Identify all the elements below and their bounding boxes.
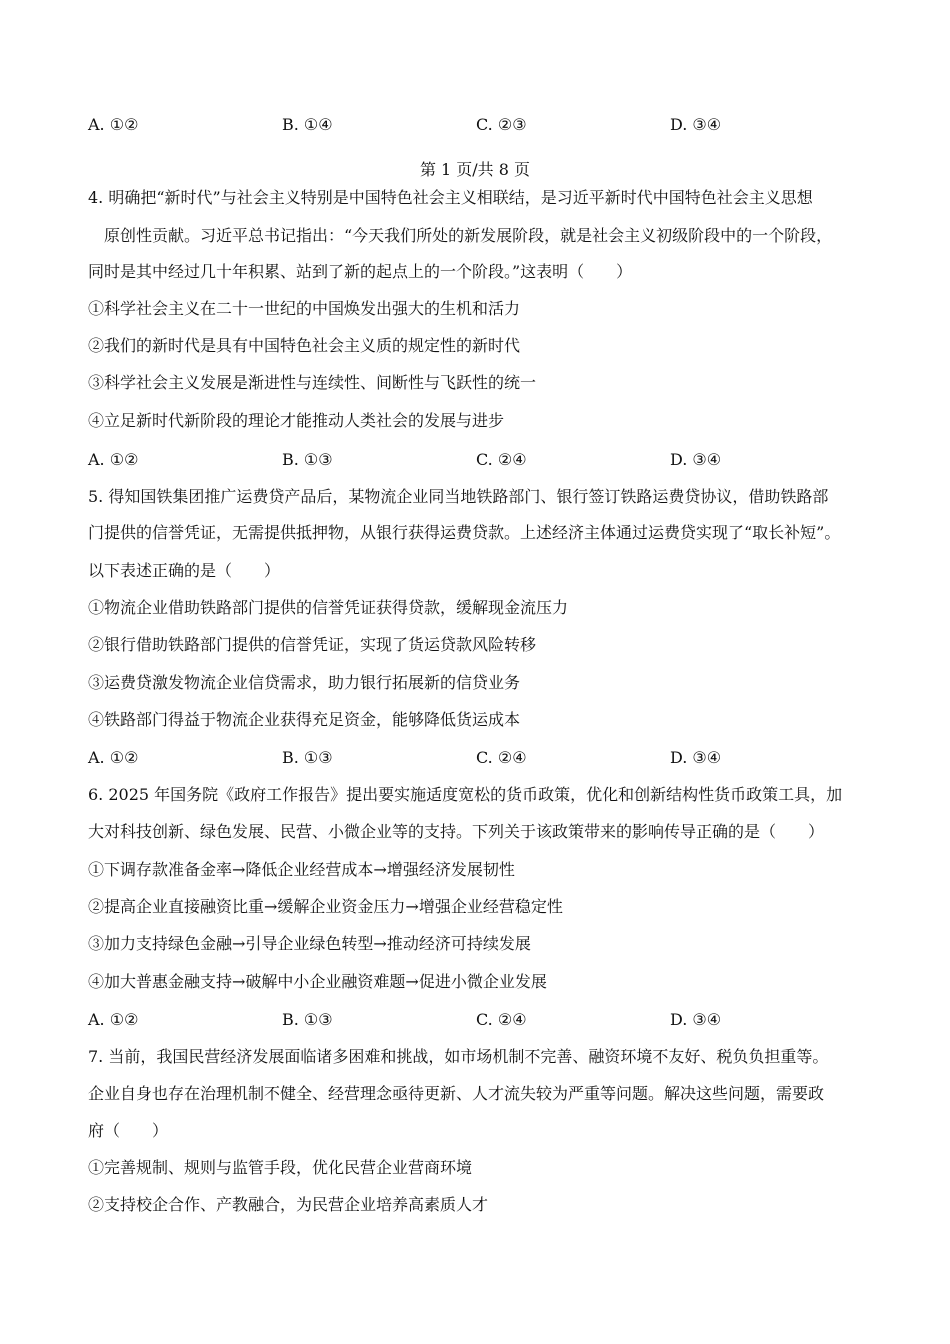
option-c: C. ②④ <box>476 450 527 469</box>
option-a: A. ①② <box>88 115 139 134</box>
q6-stem-line-1: 6. 2025 年国务院《政府工作报告》提出要实施适度宽松的货币政策，优化和创新结构性货币政策工具，加 <box>88 785 843 804</box>
option-c: C. ②④ <box>476 748 527 767</box>
q5-statement-2: ②银行借助铁路部门提供的信誉凭证，实现了货运贷款风险转移 <box>88 635 537 654</box>
q4-options <box>88 450 868 470</box>
q6-statement-2: ②提高企业直接融资比重→缓解企业资金压力→增强企业经营稳定性 <box>88 897 563 916</box>
option-a: A. ①② <box>88 450 139 469</box>
q5-statement-1: ①物流企业借助铁路部门提供的信誉凭证获得贷款，缓解现金流压力 <box>88 598 569 617</box>
q6-statement-1: ①下调存款准备金率→降低企业经营成本→增强经济发展韧性 <box>88 860 515 879</box>
q5-stem-line-1: 5. 得知国铁集团推广运费贷产品后，某物流企业同当地铁路部门、银行签订铁路运费贷协议，借助铁路部 <box>88 487 829 506</box>
option-b: B. ①④ <box>282 115 333 134</box>
q4-statement-4: ④立足新时代新阶段的理论才能推动人类社会的发展与进步 <box>88 411 505 430</box>
option-c: C. ②④ <box>476 1010 527 1029</box>
q4-statement-2: ②我们的新时代是具有中国特色社会主义质的规定性的新时代 <box>88 336 521 355</box>
q4-stem-line-3: 同时是其中经过几十年积累、站到了新的起点上的一个阶段。”这表明（ ） <box>88 262 633 281</box>
option-b: B. ①③ <box>282 1010 333 1029</box>
prev-question-options <box>88 115 868 135</box>
option-d: D. ③④ <box>670 1010 722 1029</box>
q5-statement-4: ④铁路部门得益于物流企业获得充足资金，能够降低货运成本 <box>88 710 521 729</box>
option-a: A. ①② <box>88 748 139 767</box>
q7-stem-line-3: 府（ ） <box>88 1121 169 1140</box>
q5-stem-line-2: 门提供的信誉凭证，无需提供抵押物，从银行获得运费贷款。上述经济主体通过运费贷实现了“取长补短”。 <box>88 523 841 542</box>
q6-statement-4: ④加大普惠金融支持→破解中小企业融资难题→促进小微企业发展 <box>88 972 547 991</box>
q7-statement-1: ①完善规制、规则与监管手段，优化民营企业营商环境 <box>88 1158 473 1177</box>
option-d: D. ③④ <box>670 450 722 469</box>
q5-stem-line-3: 以下表述正确的是（ ） <box>88 561 281 580</box>
q4-statement-3: ③科学社会主义发展是渐进性与连续性、间断性与飞跃性的统一 <box>88 373 537 392</box>
q7-stem-line-1: 7. 当前，我国民营经济发展面临诸多困难和挑战，如市场机制不完善、融资环境不友好、税负负担重等。 <box>88 1047 829 1066</box>
q6-options <box>88 1010 868 1030</box>
q6-stem-line-2: 大对科技创新、绿色发展、民营、小微企业等的支持。下列关于该政策带来的影响传导正确的是（ ） <box>88 822 825 841</box>
q6-statement-3: ③加力支持绿色金融→引导企业绿色转型→推动经济可持续发展 <box>88 934 531 953</box>
option-a: A. ①② <box>88 1010 139 1029</box>
page-footer: 第 1 页/共 8 页 <box>419 160 531 179</box>
option-c: C. ②③ <box>476 115 527 134</box>
option-b: B. ①③ <box>282 450 333 469</box>
option-d: D. ③④ <box>670 748 722 767</box>
option-b: B. ①③ <box>282 748 333 767</box>
q5-options <box>88 748 868 768</box>
q5-statement-3: ③运费贷激发物流企业信贷需求，助力银行拓展新的信贷业务 <box>88 673 521 692</box>
q7-stem-line-2: 企业自身也存在治理机制不健全、经营理念亟待更新、人才流失较为严重等问题。解决这些问题，需要政 <box>88 1084 825 1103</box>
q4-statement-1: ①科学社会主义在二十一世纪的中国焕发出强大的生机和活力 <box>88 299 521 318</box>
option-d: D. ③④ <box>670 115 722 134</box>
q4-stem-line-1: 4. 明确把“新时代”与社会主义特别是中国特色社会主义相联结，是习近平新时代中国特色社会主义思想 <box>88 188 813 207</box>
q4-stem-line-2: 原创性贡献。习近平总书记指出：“今天我们所处的新发展阶段，就是社会主义初级阶段中的一个阶段， <box>104 226 833 245</box>
q7-statement-2: ②支持校企合作、产教融合，为民营企业培养高素质人才 <box>88 1195 489 1214</box>
